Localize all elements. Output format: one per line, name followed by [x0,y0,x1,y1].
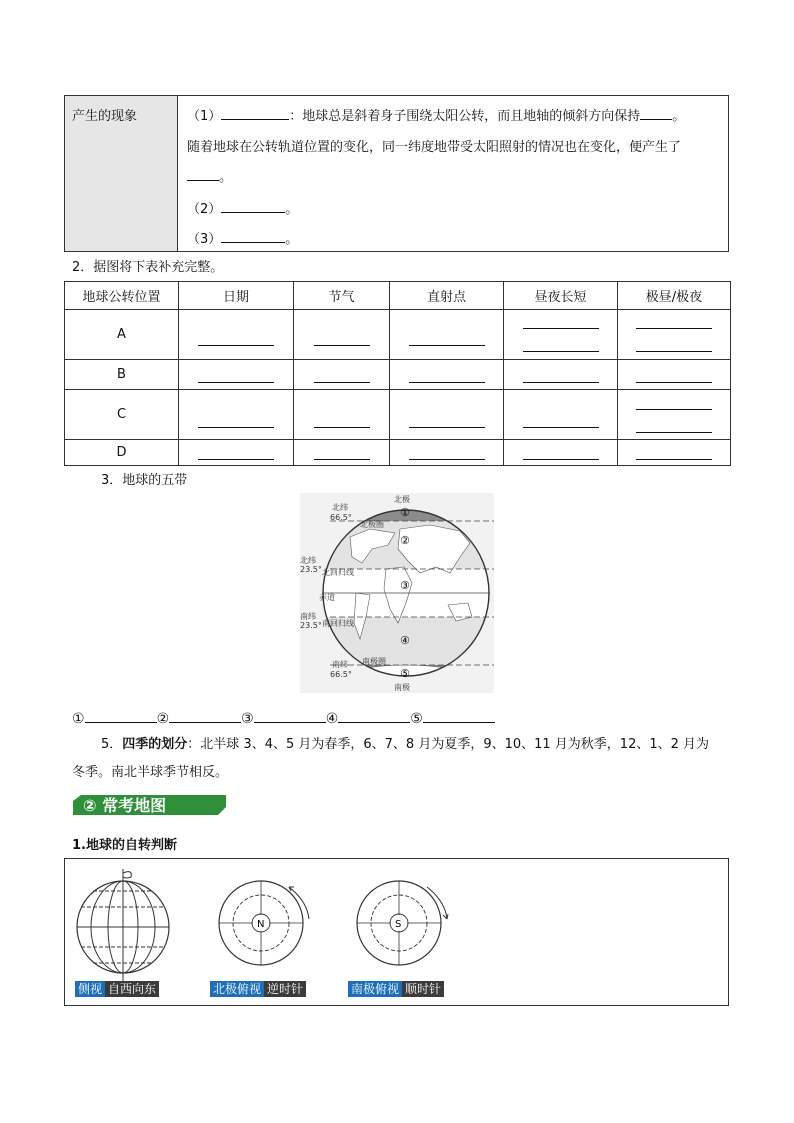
tag-label: 北极俯视 [210,981,264,997]
answer-blank[interactable] [523,427,599,428]
lat-label: 北纬 [332,503,348,512]
table-cell[interactable] [618,310,731,360]
five-zones-answers [72,708,495,727]
zone-number: ③ [400,579,410,592]
table-cell[interactable] [294,440,390,466]
south-pole-letter: S [395,919,402,930]
table-header-row [65,282,731,310]
row-label: B [65,360,179,390]
tag-label: 侧视 [75,981,105,997]
table-cell[interactable] [294,390,390,440]
punct: 。 [672,109,686,124]
rotation-figure-box [64,858,729,1006]
north-pole-label: 北极 [394,495,410,504]
q3-heading: 3．地球的五带 [101,473,188,488]
item-1-text-cont: 随着地球在公转轨道位置的变化，同一纬度地带受太阳照射的情况也在变化，便产生了 [187,140,682,155]
phenomena-line-3 [187,166,232,185]
item-1-text: ：地球总是斜着身子围绕太阳公转，而且地轴的倾斜方向保持 [289,109,641,124]
answer-blank[interactable] [221,198,285,213]
rotation-heading: 1.地球的自转判断 [72,838,177,853]
table-cell[interactable] [504,390,618,440]
zone-number: ④ [400,634,410,647]
answer-label: ③ [241,711,254,727]
phenomena-line-1 [187,105,685,124]
phenomena-label: 产生的现象 [72,109,138,124]
circle-label: 北回归线 [322,568,354,577]
answer-blank[interactable] [636,382,712,383]
five-zones-figure [300,493,494,693]
row-label: D [65,440,179,466]
item-3-prefix: （3） [187,232,222,247]
item-1-prefix: （1） [187,109,222,124]
side-view-tag [75,981,159,997]
lat-label: 南纬 [300,612,316,621]
north-pole-letter: N [257,919,265,930]
banner-text: ② 常考地图 [83,796,167,815]
punct: 。 [285,232,299,247]
answer-blank[interactable] [85,708,157,723]
zone-number: ② [400,534,410,547]
south-pole-label: 南极 [394,683,410,692]
table-row [65,440,731,466]
table-cell[interactable] [179,440,294,466]
circle-label: 赤道 [319,593,335,602]
table-header: 日期 [179,282,294,310]
table-cell[interactable] [618,390,731,440]
table-cell[interactable] [618,440,731,466]
answer-blank[interactable] [314,345,370,346]
row-label: A [65,310,179,360]
answer-blank[interactable] [523,382,599,383]
answer-label: ① [72,711,85,727]
punct: 。 [219,170,233,185]
q5-line-2: 冬季。南北半球季节相反。 [72,765,229,780]
answer-blank[interactable] [409,459,485,460]
answer-blank[interactable] [169,708,241,723]
answer-blank[interactable] [636,432,712,433]
zone-number: ① [400,506,410,519]
answer-blank[interactable] [314,459,370,460]
phenomena-line-2 [187,136,681,155]
table-cell[interactable] [390,440,504,466]
answer-blank[interactable] [221,228,285,243]
tag-direction: 自西向东 [105,981,159,997]
answer-blank[interactable] [409,345,485,346]
answer-blank[interactable] [198,382,274,383]
answer-blank[interactable] [636,351,712,352]
circle-label: 南回归线 [322,619,354,628]
table-cell[interactable] [390,310,504,360]
table-cell[interactable] [504,310,618,360]
answer-label: ④ [325,711,339,727]
north-polar-view [215,875,315,975]
table-row [65,310,731,360]
table-cell[interactable] [294,360,390,390]
table-header: 节气 [294,282,390,310]
table-header: 极昼/极夜 [618,282,731,310]
q5-text: ：北半球 3、4、5 月为春季，6、7、8 月为夏季，9、10、11 月为秋季，12、1、2 月为 [187,737,710,752]
zone-number: ⑤ [400,667,410,680]
lat-label: 66.5° [330,513,352,522]
row-label: C [65,390,179,440]
lat-label: 66.5° [330,670,352,679]
answer-blank[interactable] [338,708,410,723]
table-cell[interactable] [179,390,294,440]
table-row [65,390,731,440]
answer-blank[interactable] [198,459,274,460]
lat-label: 北纬 [300,556,316,565]
table-row [65,360,731,390]
answer-blank[interactable] [314,427,370,428]
arrow-head-icon [443,914,448,919]
table-header: 昼夜长短 [504,282,618,310]
lat-label: 南纬 [332,660,348,669]
answer-blank[interactable] [640,105,672,120]
answer-blank[interactable] [636,459,712,460]
lat-label: 23.5° [300,621,322,630]
q2-heading: 2．据图将下表补充完整。 [72,260,224,275]
lat-label: 23.5° [300,565,322,574]
answer-blank[interactable] [254,708,326,723]
rotation-arrow-icon [123,872,131,878]
side-view-globe [73,867,183,987]
table-cell[interactable] [618,360,731,390]
answer-label: ② [156,711,170,727]
clockwise-arrow-icon [427,887,447,919]
circle-label: 南极圈 [362,657,386,666]
table-cell[interactable] [179,360,294,390]
table-cell[interactable] [390,390,504,440]
tag-direction: 逆时针 [264,981,306,997]
answer-blank[interactable] [523,351,599,352]
q5-line-1 [101,733,709,752]
tag-label: 南极俯视 [348,981,402,997]
answer-blank[interactable] [198,427,274,428]
answer-blank[interactable] [221,105,289,120]
table-header: 直射点 [390,282,504,310]
answer-blank[interactable] [523,459,599,460]
circle-label: 北极圈 [360,520,384,529]
seasons-table [64,281,731,466]
tag-direction: 顺时针 [402,981,444,997]
answer-blank[interactable] [314,382,370,383]
answer-blank[interactable] [636,328,712,329]
answer-blank[interactable] [409,427,485,428]
answer-blank[interactable] [636,409,712,410]
north-view-tag [210,981,306,997]
answer-blank[interactable] [423,708,495,723]
south-view-tag [348,981,444,997]
item-2-prefix: （2） [187,202,222,217]
answer-blank[interactable] [523,328,599,329]
phenomena-line-5 [187,228,298,247]
answer-blank[interactable] [409,382,485,383]
phenomena-label-cell [65,96,178,251]
counterclockwise-arrow-icon [289,887,309,919]
q5-bold: 四季的划分 [122,737,188,752]
south-polar-view [353,875,453,975]
punct: 。 [285,202,299,217]
phenomena-line-4 [187,198,298,217]
table-cell[interactable] [390,360,504,390]
phenomena-table [64,95,729,252]
answer-label: ⑤ [410,711,423,727]
table-header: 地球公转位置 [65,282,179,310]
table-cell[interactable] [504,440,618,466]
answer-blank[interactable] [187,166,219,181]
q5-label: 5． [101,737,123,752]
section-banner [73,795,226,815]
table-cell[interactable] [179,310,294,360]
table-cell[interactable] [294,310,390,360]
answer-blank[interactable] [198,345,274,346]
table-cell[interactable] [504,360,618,390]
